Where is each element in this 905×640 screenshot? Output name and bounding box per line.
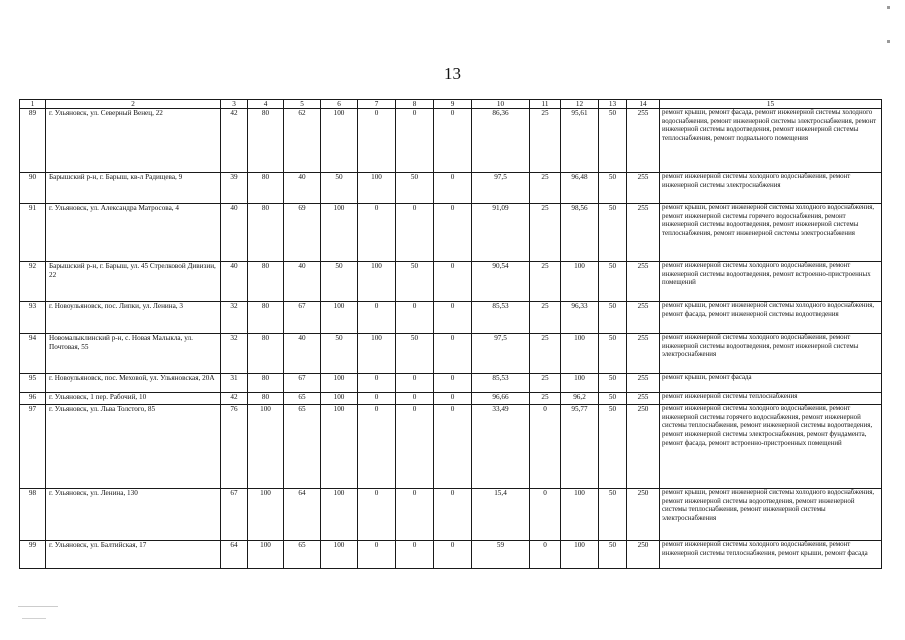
- table-row: [20, 489, 882, 541]
- cell-c10: 90,54: [472, 262, 530, 302]
- address-cell: г. Ульяновск, ул. Северный Венец, 22: [46, 109, 221, 173]
- cell-c4: 80: [248, 302, 284, 334]
- cell-c12: 96,48: [561, 173, 599, 204]
- table-row: [20, 173, 882, 204]
- cell-c8: 50: [396, 262, 434, 302]
- cell-c13: 50: [599, 262, 627, 302]
- cell-c6: 100: [321, 109, 358, 173]
- cell-c13: 50: [599, 334, 627, 374]
- cell-c4: 100: [248, 489, 284, 541]
- table-row: [20, 262, 882, 302]
- cell-c11: 25: [530, 204, 561, 262]
- row-number-cell: 89: [20, 109, 46, 173]
- address-cell: г. Ульяновск, 1 пер. Рабочий, 10: [46, 393, 221, 405]
- cell-c12: 100: [561, 374, 599, 393]
- cell-c12: 95,77: [561, 405, 599, 489]
- table-row: [20, 393, 882, 405]
- row-number-cell: 93: [20, 302, 46, 334]
- address-cell: г. Ульяновск, ул. Ленина, 130: [46, 489, 221, 541]
- column-number-13: 13: [599, 100, 627, 109]
- cell-c10: 15,4: [472, 489, 530, 541]
- cell-c8: 0: [396, 302, 434, 334]
- cell-c7: 0: [358, 302, 396, 334]
- cell-c12: 100: [561, 489, 599, 541]
- cell-c3: 76: [221, 405, 248, 489]
- address-cell: г. Ульяновск, ул. Александра Матросова, 4: [46, 204, 221, 262]
- column-number-3: 3: [221, 100, 248, 109]
- column-number-7: 7: [358, 100, 396, 109]
- table-row: [20, 405, 882, 489]
- cell-c14: 255: [627, 262, 660, 302]
- cell-c8: 0: [396, 374, 434, 393]
- cell-c13: 50: [599, 393, 627, 405]
- cell-c6: 100: [321, 374, 358, 393]
- cell-c8: 0: [396, 204, 434, 262]
- cell-c14: 250: [627, 541, 660, 569]
- works-cell: ремонт крыши, ремонт инженерной системы холодного водоснабжения, ремонт инженерной системы водоотведения, ремонт инженерной системы теплоснабжения, ремонт инженерной системы электроснабжения: [660, 489, 882, 541]
- address-cell: г. Ульяновск, ул. Льва Толстого, 85: [46, 405, 221, 489]
- cell-c7: 0: [358, 541, 396, 569]
- cell-c3: 42: [221, 109, 248, 173]
- row-number-cell: 97: [20, 405, 46, 489]
- address-cell: г. Новоульяновск, пос. Липки, ул. Ленина, 3: [46, 302, 221, 334]
- cell-c7: 0: [358, 109, 396, 173]
- repair-program-table: [19, 99, 882, 569]
- cell-c9: 0: [434, 302, 472, 334]
- cell-c7: 100: [358, 334, 396, 374]
- cell-c9: 0: [434, 374, 472, 393]
- cell-c13: 50: [599, 374, 627, 393]
- column-number-2: 2: [46, 100, 221, 109]
- cell-c12: 100: [561, 541, 599, 569]
- cell-c9: 0: [434, 489, 472, 541]
- cell-c6: 100: [321, 204, 358, 262]
- row-number-cell: 99: [20, 541, 46, 569]
- cell-c4: 80: [248, 262, 284, 302]
- cell-c11: 25: [530, 109, 561, 173]
- cell-c10: 85,53: [472, 302, 530, 334]
- table-row: [20, 204, 882, 262]
- scan-artifact: [887, 6, 890, 9]
- cell-c9: 0: [434, 173, 472, 204]
- cell-c6: 100: [321, 541, 358, 569]
- cell-c14: 255: [627, 109, 660, 173]
- cell-c9: 0: [434, 204, 472, 262]
- cell-c4: 80: [248, 204, 284, 262]
- cell-c7: 100: [358, 262, 396, 302]
- cell-c6: 50: [321, 334, 358, 374]
- cell-c11: 25: [530, 393, 561, 405]
- cell-c14: 250: [627, 489, 660, 541]
- row-number-cell: 91: [20, 204, 46, 262]
- cell-c6: 50: [321, 262, 358, 302]
- cell-c12: 100: [561, 334, 599, 374]
- works-cell: ремонт инженерной системы холодного водоснабжения, ремонт инженерной системы горячего водоснабжения, ремонт инженерной системы теплоснабжения, ремонт инженерной системы водоотведения, ремонт инженерной системы электроснабжения, ремонт фундамента, ремонт фасада, ремонт встроенно-пристроенных помещений: [660, 405, 882, 489]
- cell-c13: 50: [599, 109, 627, 173]
- cell-c12: 96,33: [561, 302, 599, 334]
- cell-c14: 255: [627, 334, 660, 374]
- cell-c9: 0: [434, 405, 472, 489]
- cell-c5: 40: [284, 173, 321, 204]
- column-number-5: 5: [284, 100, 321, 109]
- cell-c5: 62: [284, 109, 321, 173]
- cell-c4: 80: [248, 393, 284, 405]
- cell-c5: 65: [284, 405, 321, 489]
- column-number-15: 15: [660, 100, 882, 109]
- cell-c13: 50: [599, 204, 627, 262]
- cell-c8: 50: [396, 334, 434, 374]
- cell-c9: 0: [434, 262, 472, 302]
- cell-c4: 80: [248, 334, 284, 374]
- column-number-1: 1: [20, 100, 46, 109]
- cell-c5: 40: [284, 262, 321, 302]
- works-cell: ремонт крыши, ремонт инженерной системы холодного водоснабжения, ремонт фасада, ремонт инженерной системы водоотведения: [660, 302, 882, 334]
- address-cell: Барышский р-н, г. Барыш, ул. 45 Стрелковой Дивизии, 22: [46, 262, 221, 302]
- row-number-cell: 96: [20, 393, 46, 405]
- cell-c7: 0: [358, 374, 396, 393]
- cell-c4: 100: [248, 541, 284, 569]
- cell-c13: 50: [599, 302, 627, 334]
- cell-c8: 0: [396, 405, 434, 489]
- row-number-cell: 92: [20, 262, 46, 302]
- cell-c6: 100: [321, 405, 358, 489]
- cell-c10: 97,5: [472, 334, 530, 374]
- cell-c5: 40: [284, 334, 321, 374]
- cell-c5: 65: [284, 393, 321, 405]
- column-number-11: 11: [530, 100, 561, 109]
- row-number-cell: 98: [20, 489, 46, 541]
- cell-c3: 40: [221, 204, 248, 262]
- scan-artifact: [18, 606, 58, 607]
- cell-c5: 69: [284, 204, 321, 262]
- table-row: [20, 109, 882, 173]
- works-cell: ремонт инженерной системы холодного водоснабжения, ремонт инженерной системы водоотведения, ремонт встроенно-пристроенных помещений: [660, 262, 882, 302]
- scan-artifact: [22, 618, 46, 619]
- cell-c3: 32: [221, 334, 248, 374]
- works-cell: ремонт инженерной системы холодного водоснабжения, ремонт инженерной системы теплоснабжения, ремонт крыши, ремонт фасада: [660, 541, 882, 569]
- cell-c11: 25: [530, 374, 561, 393]
- cell-c6: 100: [321, 393, 358, 405]
- cell-c7: 100: [358, 173, 396, 204]
- cell-c8: 0: [396, 393, 434, 405]
- cell-c9: 0: [434, 393, 472, 405]
- cell-c9: 0: [434, 334, 472, 374]
- cell-c12: 95,61: [561, 109, 599, 173]
- cell-c13: 50: [599, 173, 627, 204]
- cell-c14: 255: [627, 393, 660, 405]
- cell-c11: 25: [530, 334, 561, 374]
- cell-c13: 50: [599, 405, 627, 489]
- cell-c3: 64: [221, 541, 248, 569]
- cell-c3: 39: [221, 173, 248, 204]
- cell-c8: 0: [396, 109, 434, 173]
- row-number-cell: 95: [20, 374, 46, 393]
- row-number-cell: 94: [20, 334, 46, 374]
- cell-c11: 25: [530, 302, 561, 334]
- works-cell: ремонт крыши, ремонт фасада, ремонт инженерной системы холодного водоснабжения, ремонт инженерной системы электроснабжения, ремонт инженерной системы водоотведения, ремонт инженерной системы теплоснабжения, ремонт подвального помещения: [660, 109, 882, 173]
- cell-c14: 250: [627, 405, 660, 489]
- column-number-8: 8: [396, 100, 434, 109]
- works-cell: ремонт крыши, ремонт инженерной системы холодного водоснабжения, ремонт инженерной системы горячего водоснабжения, ремонт инженерной системы водоотведения, ремонт инженерной системы теплоснабжения, ремонт инженерной системы электроснабжения: [660, 204, 882, 262]
- cell-c8: 0: [396, 541, 434, 569]
- cell-c6: 100: [321, 302, 358, 334]
- column-number-6: 6: [321, 100, 358, 109]
- table-row: [20, 334, 882, 374]
- cell-c12: 98,56: [561, 204, 599, 262]
- cell-c5: 65: [284, 541, 321, 569]
- cell-c3: 42: [221, 393, 248, 405]
- address-cell: Новомалыклинский р-н, с. Новая Малыкла, ул. Почтовая, 55: [46, 334, 221, 374]
- cell-c9: 0: [434, 541, 472, 569]
- address-cell: Барышский р-н, г. Барыш, кв-л Радищева, 9: [46, 173, 221, 204]
- cell-c4: 100: [248, 405, 284, 489]
- cell-c11: 0: [530, 489, 561, 541]
- cell-c5: 67: [284, 374, 321, 393]
- cell-c10: 85,53: [472, 374, 530, 393]
- cell-c5: 64: [284, 489, 321, 541]
- cell-c8: 50: [396, 173, 434, 204]
- address-cell: г. Новоульяновск, пос. Меховой, ул. Ульяновская, 20А: [46, 374, 221, 393]
- cell-c3: 67: [221, 489, 248, 541]
- table-row: [20, 541, 882, 569]
- cell-c10: 96,66: [472, 393, 530, 405]
- scan-artifact: [887, 40, 890, 43]
- cell-c14: 255: [627, 204, 660, 262]
- column-number-4: 4: [248, 100, 284, 109]
- table-row: [20, 374, 882, 393]
- cell-c11: 25: [530, 262, 561, 302]
- cell-c10: 33,49: [472, 405, 530, 489]
- cell-c13: 50: [599, 541, 627, 569]
- cell-c10: 86,36: [472, 109, 530, 173]
- page-number: 13: [444, 64, 461, 83]
- column-number-row: [20, 100, 882, 109]
- cell-c13: 50: [599, 489, 627, 541]
- column-number-12: 12: [561, 100, 599, 109]
- cell-c11: 0: [530, 541, 561, 569]
- cell-c6: 100: [321, 489, 358, 541]
- cell-c9: 0: [434, 109, 472, 173]
- cell-c7: 0: [358, 204, 396, 262]
- cell-c8: 0: [396, 489, 434, 541]
- cell-c5: 67: [284, 302, 321, 334]
- column-number-14: 14: [627, 100, 660, 109]
- cell-c4: 80: [248, 173, 284, 204]
- cell-c10: 59: [472, 541, 530, 569]
- cell-c6: 50: [321, 173, 358, 204]
- cell-c3: 31: [221, 374, 248, 393]
- works-cell: ремонт инженерной системы холодного водоснабжения, ремонт инженерной системы электроснабжения: [660, 173, 882, 204]
- cell-c4: 80: [248, 374, 284, 393]
- cell-c10: 91,09: [472, 204, 530, 262]
- works-cell: ремонт крыши, ремонт фасада: [660, 374, 882, 393]
- cell-c14: 255: [627, 302, 660, 334]
- cell-c7: 0: [358, 393, 396, 405]
- cell-c14: 255: [627, 374, 660, 393]
- cell-c7: 0: [358, 405, 396, 489]
- cell-c11: 25: [530, 173, 561, 204]
- works-cell: ремонт инженерной системы теплоснабжения: [660, 393, 882, 405]
- cell-c14: 255: [627, 173, 660, 204]
- cell-c12: 100: [561, 262, 599, 302]
- cell-c4: 80: [248, 109, 284, 173]
- table-row: [20, 302, 882, 334]
- cell-c12: 96,2: [561, 393, 599, 405]
- address-cell: г. Ульяновск, ул. Балтийская, 17: [46, 541, 221, 569]
- cell-c3: 40: [221, 262, 248, 302]
- column-number-10: 10: [472, 100, 530, 109]
- column-number-9: 9: [434, 100, 472, 109]
- row-number-cell: 90: [20, 173, 46, 204]
- cell-c7: 0: [358, 489, 396, 541]
- cell-c11: 0: [530, 405, 561, 489]
- cell-c10: 97,5: [472, 173, 530, 204]
- works-cell: ремонт инженерной системы холодного водоснабжения, ремонт инженерной системы водоотведения, ремонт инженерной системы электроснабжения: [660, 334, 882, 374]
- cell-c3: 32: [221, 302, 248, 334]
